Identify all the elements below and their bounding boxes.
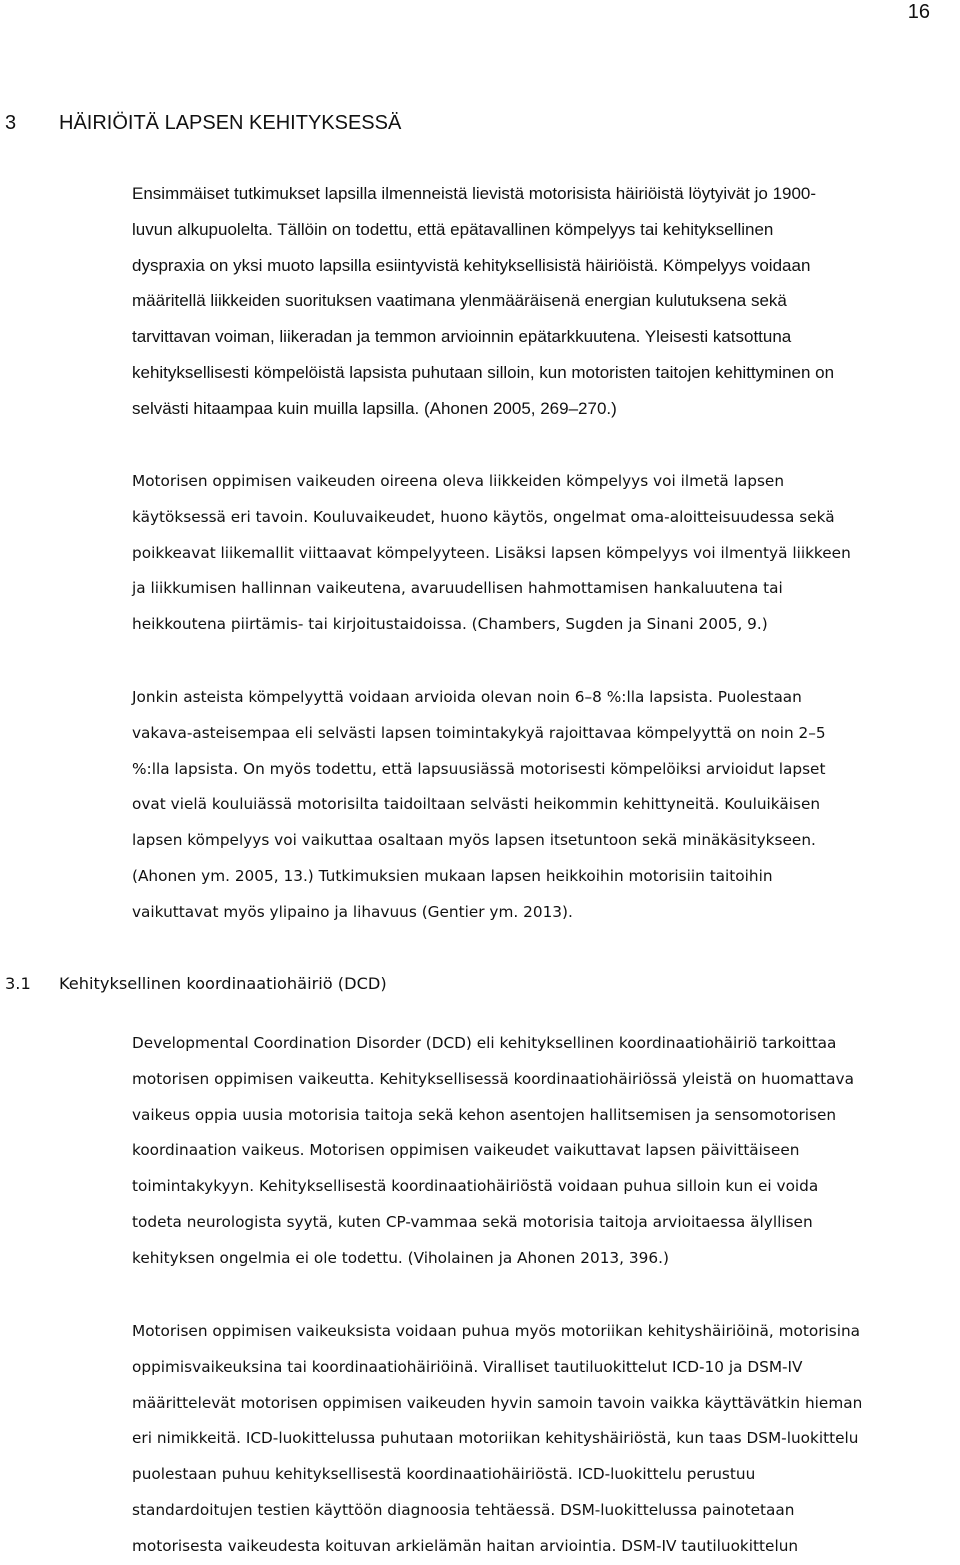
paragraph-line: oppimisvaikeuksina tai koordinaatiohäiriöinä. Viralliset tautiluokittelut ICD-10 ja DSM-IV	[132, 1357, 803, 1376]
paragraph-line: koordinaation vaikeus. Motorisen oppimisen vaikeudet vaikuttavat lapsen päivittäiseen	[132, 1141, 800, 1160]
paragraph-line: Developmental Coordination Disorder (DCD) eli kehityksellinen koordinaatiohäiriö tarkoittaa	[132, 1034, 837, 1052]
paragraph-line: vaikuttavat myös ylipaino ja lihavuus (Gentier ym. 2013).	[132, 902, 573, 921]
paragraph-line: toimintakykyyn. Kehityksellisestä koordinaatiohäiriöstä voidaan puhua silloin kun ei voida	[132, 1177, 819, 1196]
paragraph-line: luvun alkupuolelta. Tällöin on todettu, että epätavallinen kömpelyys tai kehityksellinen	[132, 219, 774, 239]
paragraph-line: ja liikkumisen hallinnan vaikeutena, avaruudellisen hahmottamisen hankaluutena tai	[132, 579, 783, 598]
paragraph-line: eri nimikkeitä. ICD-luokittelussa puhutaan motoriikan kehityshäiriöstä, kun taas DSM-luokittelu	[132, 1429, 859, 1448]
chapter-title: HÄIRIÖITÄ LAPSEN KEHITYKSESSÄ	[59, 112, 402, 134]
paragraph-line: Motorisen oppimisen vaikeuden oireena oleva liikkeiden kömpelyys voi ilmetä lapsen	[132, 472, 785, 490]
paragraph-line: ovat vielä kouluiässä motorisilta taidoiltaan selvästi heikommin kehittyneitä. Kouluikäisen	[132, 795, 821, 814]
paragraph-line: kehityksen ongelmia ei ole todettu. (Viholainen ja Ahonen 2013, 396.)	[132, 1248, 669, 1267]
paragraph-line: %:lla lapsista. On myös todettu, että lapsuusiässä motorisesti kömpelöiksi arvioidut lapset	[132, 759, 826, 778]
paragraph-line: määrittelevät motorisen oppimisen vaikeuden hyvin samoin tavoin vaikka käyttävätkin hieman	[132, 1393, 863, 1412]
paragraph-line: selvästi hitaampaa kuin muilla lapsilla. (Ahonen 2005, 269–270.)	[132, 398, 617, 418]
section-number: 3.1	[5, 974, 31, 993]
paragraph-line: heikkoutena piirtämis- tai kirjoitustaidoissa. (Chambers, Sugden ja Sinani 2005, 9.)	[132, 615, 768, 634]
paragraph-2	[132, 464, 948, 643]
paragraph-line: dyspraxia on yksi muoto lapsilla esiintyvistä kehityksellisistä häiriöistä. Kömpelyys voidaan	[132, 255, 811, 275]
paragraph-line: motorisen oppimisen vaikeutta. Kehityksellisessä koordinaatiohäiriössä yleistä on huomattava	[132, 1069, 854, 1088]
paragraph-line: vakava-asteisempaa eli selvästi lapsen toimintakykyä rajoittavaa kömpelyyttä on noin 2–5	[132, 723, 826, 742]
section-paragraph-1	[132, 1026, 948, 1277]
paragraph-3	[132, 680, 948, 931]
page-number: 16	[907, 1, 930, 23]
paragraph-line: määritellä liikkeiden suorituksen vaatimana ylenmääräisenä energian kulutuksena sekä	[132, 291, 787, 311]
paragraph-line: (Ahonen ym. 2005, 13.) Tutkimuksien mukaan lapsen heikkoihin motorisiin taitoihin	[132, 866, 773, 885]
paragraph-line: Motorisen oppimisen vaikeuksista voidaan puhua myös motoriikan kehityshäiriöinä, motorisina	[132, 1322, 861, 1340]
paragraph-line: todeta neurologista syytä, kuten CP-vammaa sekä motorisia taitoja arvioitaessa älyllisen	[132, 1212, 813, 1231]
paragraph-line: poikkeavat liikemallit viittaavat kömpelyyteen. Lisäksi lapsen kömpelyys voi ilmentyä liikkeen	[132, 543, 851, 562]
chapter-heading	[5, 112, 401, 134]
section-title: Kehityksellinen koordinaatiohäiriö (DCD)	[59, 974, 387, 993]
chapter-number: 3	[5, 112, 17, 134]
paragraph-line: tarvittavan voiman, liikeradan ja temmon arvioinnin epätarkkuutena. Yleisesti katsottuna	[132, 327, 792, 347]
paragraph-line: kehityksellisesti kömpelöistä lapsista puhutaan silloin, kun motoristen taitojen kehittyminen on	[132, 362, 835, 382]
paragraph-line: Ensimmäiset tutkimukset lapsilla ilmenneistä lievistä motorisista häiriöistä löytyivät jo 1900-	[132, 184, 817, 203]
paragraph-line: puolestaan puhuu kehityksellisestä koordinaatiohäiriöstä. ICD-luokittelu perustuu	[132, 1465, 756, 1484]
paragraph-line: käytöksessä eri tavoin. Kouluvaikeudet, huono käytös, ongelmat oma-aloitteisuudessa sekä	[132, 507, 835, 526]
paragraph-line: motorisesta vaikeudesta koituvan arkielämän haitan arviointia. DSM-IV tautiluokittelun	[132, 1536, 799, 1555]
section-paragraph-2	[132, 1314, 948, 1565]
paragraph-1	[132, 176, 948, 427]
paragraph-line: standardoitujen testien käyttöön diagnoosia tehtäessä. DSM-luokittelussa painotetaan	[132, 1500, 795, 1519]
paragraph-line: lapsen kömpelyys voi vaikuttaa osaltaan myös lapsen itsetuntoon sekä minäkäsitykseen.	[132, 831, 816, 850]
section-heading	[5, 973, 387, 995]
paragraph-line: vaikeus oppia uusia motorisia taitoja sekä kehon asentojen hallitsemisen ja sensomotorisen	[132, 1105, 837, 1124]
paragraph-line: Jonkin asteista kömpelyyttä voidaan arvioida olevan noin 6–8 %:lla lapsista. Puolestaan	[132, 688, 802, 706]
